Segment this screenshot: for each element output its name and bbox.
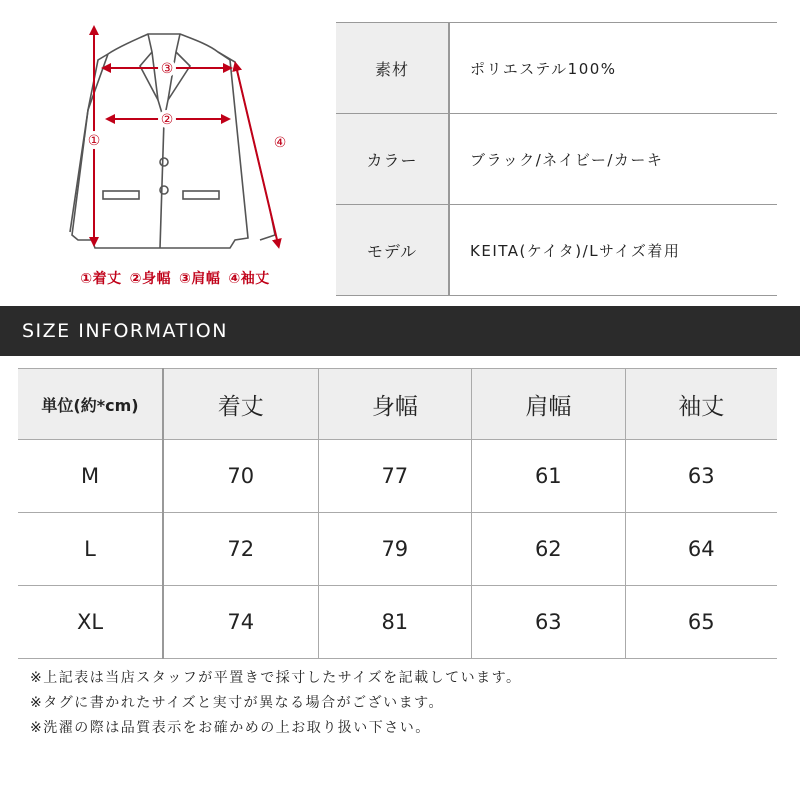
- header-sleeve: 袖丈: [625, 369, 777, 440]
- table-cell: 65: [625, 586, 777, 659]
- spec-label-color: カラー: [336, 114, 449, 205]
- table-cell: 64: [625, 513, 777, 586]
- table-cell: 70: [163, 440, 318, 513]
- size-label: L: [18, 513, 163, 586]
- table-cell: 81: [318, 586, 472, 659]
- table-cell: 79: [318, 513, 472, 586]
- table-cell: 63: [472, 586, 626, 659]
- diagram-label-3: ③: [160, 61, 174, 77]
- diagram-label-1: ①: [87, 133, 101, 149]
- size-label: XL: [18, 586, 163, 659]
- spec-label-model: モデル: [336, 205, 449, 296]
- legend-chest: ②身幅: [129, 271, 171, 287]
- table-row: [18, 513, 777, 586]
- legend-sleeve: ④袖丈: [228, 271, 270, 287]
- spec-row: [336, 205, 777, 296]
- note-line: ※上記表は当店スタッフが平置きで採寸したサイズを記載しています。: [30, 670, 522, 686]
- size-information-header: SIZE INFORMATION: [0, 306, 800, 356]
- diagram-legend: [40, 268, 310, 288]
- diagram-label-2: ②: [160, 112, 174, 128]
- spec-label-material: 素材: [336, 23, 449, 114]
- size-label: M: [18, 440, 163, 513]
- table-cell: 74: [163, 586, 318, 659]
- table-row: [18, 586, 777, 659]
- table-cell: 72: [163, 513, 318, 586]
- spec-table: [336, 22, 777, 296]
- header-unit: 単位(約*cm): [18, 369, 163, 440]
- diagram-label-4: ④: [273, 135, 287, 151]
- header-length: 着丈: [163, 369, 318, 440]
- spec-value-model: KEITA(ケイタ)/Lサイズ着用: [449, 205, 777, 296]
- jacket-diagram: [40, 20, 310, 280]
- note-line: ※タグに書かれたサイズと実寸が異なる場合がございます。: [30, 695, 444, 711]
- spec-value-color: ブラック/ネイビー/カーキ: [449, 114, 777, 205]
- spec-row: [336, 23, 777, 114]
- table-cell: 77: [318, 440, 472, 513]
- size-header-row: [18, 369, 777, 440]
- header-chest: 身幅: [318, 369, 472, 440]
- notes: [30, 666, 522, 741]
- table-cell: 62: [472, 513, 626, 586]
- table-cell: 61: [472, 440, 626, 513]
- spec-row: [336, 114, 777, 205]
- table-cell: 63: [625, 440, 777, 513]
- table-row: [18, 440, 777, 513]
- header-shoulder: 肩幅: [472, 369, 626, 440]
- legend-length: ①着丈: [80, 271, 122, 287]
- legend-shoulder: ③肩幅: [179, 271, 221, 287]
- spec-value-material: ポリエステル100%: [449, 23, 777, 114]
- note-line: ※洗濯の際は品質表示をお確かめの上お取り扱い下さい。: [30, 720, 431, 736]
- size-table: [18, 368, 777, 659]
